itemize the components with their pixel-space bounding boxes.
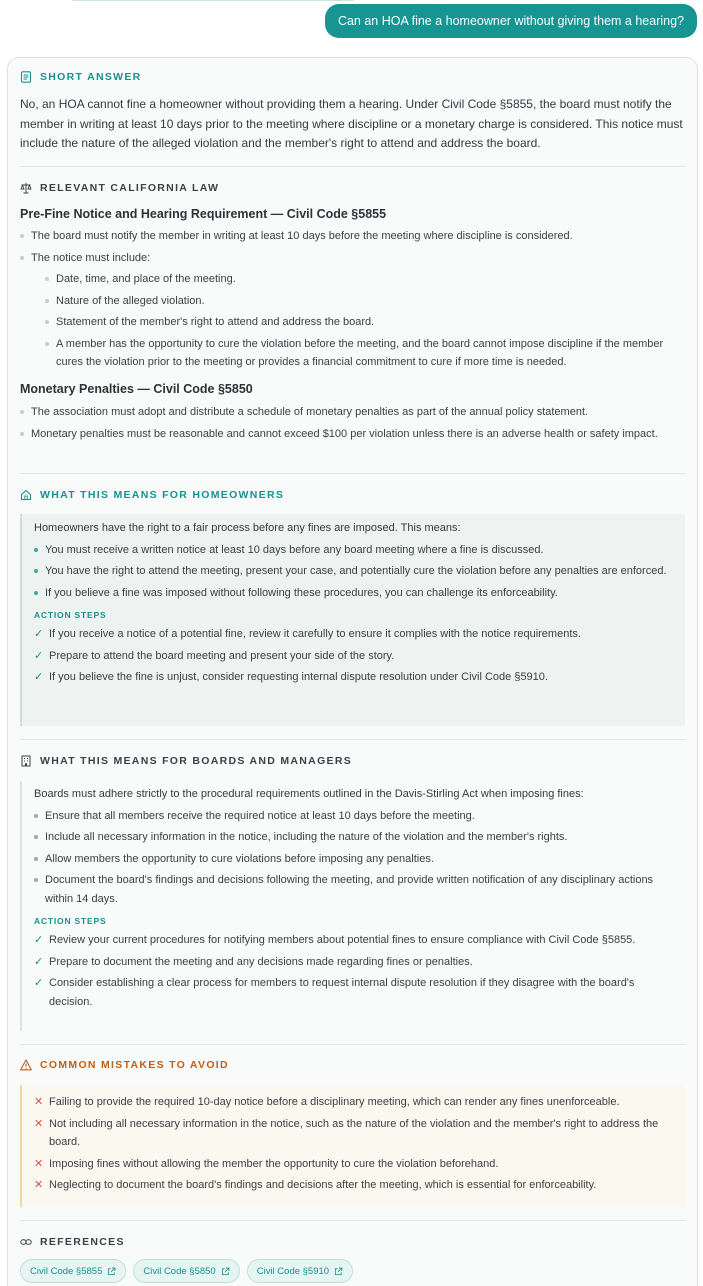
cross-icon: ✕ (34, 1179, 44, 1191)
list-item: Include all necessary information in the notice, including the nature of the violation and the member's rights. (34, 828, 673, 847)
action-text: Prepare to document the meeting and any decisions made regarding fines or penalties. (49, 955, 473, 968)
homeowners-heading (20, 489, 685, 501)
action-item (34, 668, 673, 687)
law-5855-nested-list (45, 270, 685, 372)
document-icon (20, 71, 32, 83)
warning-icon (20, 1059, 32, 1071)
scales-icon (20, 182, 32, 194)
external-link-icon (334, 1267, 343, 1276)
boards-action-heading: ACTION STEPS (34, 916, 107, 926)
law-subheading-5850: Monetary Penalties — Civil Code §5850 (20, 382, 253, 396)
references-chips (20, 1259, 685, 1283)
reference-chip-5855[interactable] (20, 1259, 126, 1283)
mistakes-list (34, 1085, 673, 1195)
references-heading-text: REFERENCES (40, 1236, 125, 1248)
check-icon: ✓ (34, 649, 44, 662)
homeowners-panel (20, 514, 685, 726)
chip-label: Civil Code §5850 (143, 1265, 216, 1277)
list-item: Nature of the alleged violation. (45, 292, 685, 311)
list-item: Ensure that all members receive the required notice at least 10 days before the meeting. (34, 807, 673, 826)
check-icon: ✓ (34, 628, 44, 640)
external-link-icon (221, 1267, 230, 1276)
action-text: Review your current procedures for notifying members about potential fines to ensure compliance with Civil Code §5855. (49, 934, 636, 946)
list-item: Allow members the opportunity to cure violations before imposing any penalties. (34, 850, 673, 869)
mistake-text: Not including all necessary information in the notice, such as the nature of the violation and the member's right to address the board. (49, 1117, 659, 1148)
boards-intro: Boards must adhere strictly to the procedural requirements outlined in the Davis-Stirling Act when imposing fines: (34, 788, 584, 800)
list-item: Date, time, and place of the meeting. (45, 270, 685, 289)
cross-icon: ✕ (34, 1096, 44, 1108)
section-divider (20, 1044, 685, 1045)
check-icon: ✓ (34, 955, 44, 968)
chip-label: Civil Code §5910 (256, 1265, 330, 1277)
boards-heading (20, 755, 685, 767)
action-text: If you receive a notice of a potential fine, review it carefully to ensure it complies with the notice requirements. (49, 628, 581, 640)
list-item: The notice must include: (20, 249, 685, 268)
reference-chip-5910[interactable] (247, 1259, 353, 1283)
home-icon (20, 489, 32, 501)
action-text: Prepare to attend the board meeting and present your side of the story. (49, 649, 395, 662)
law-subheading-5855: Pre-Fine Notice and Hearing Requirement — Civil Code §5855 (20, 207, 387, 221)
action-item (34, 625, 673, 644)
action-item (34, 647, 673, 666)
mistake-item (34, 1115, 673, 1152)
check-icon: ✓ (34, 977, 44, 989)
building-icon (20, 755, 32, 767)
mistake-text: Failing to provide the required 10-day notice before a disciplinary meeting, which can render any fines unenforceable. (49, 1096, 620, 1108)
section-divider (20, 166, 685, 167)
mistake-text: Imposing fines without allowing the member the opportunity to cure the violation beforehand. (49, 1157, 499, 1170)
cross-icon: ✕ (34, 1157, 44, 1170)
mistake-text: Neglecting to document the board's findings and decisions after the meeting, which is essential for enforceability. (49, 1179, 597, 1191)
list-item: If you believe a fine was imposed without following these procedures, you can challenge its enforceability. (34, 584, 673, 603)
section-divider (20, 473, 685, 474)
action-text: If you believe the fine is unjust, consider requesting internal dispute resolution under Civil Code §5910. (49, 671, 548, 683)
answer-card (7, 57, 698, 1286)
link-icon (20, 1236, 32, 1248)
mistakes-panel (20, 1085, 685, 1207)
cross-icon: ✕ (34, 1117, 44, 1130)
law-heading-text: RELEVANT CALIFORNIA LAW (40, 182, 220, 194)
action-item (34, 953, 673, 972)
list-item: You must receive a written notice at least 10 days before any board meeting where a fine is discussed. (34, 541, 673, 560)
homeowners-heading-text: WHAT THIS MEANS FOR HOMEOWNERS (40, 489, 285, 501)
homeowners-list (34, 541, 673, 603)
mistake-item (34, 1155, 673, 1174)
mistakes-heading (20, 1059, 685, 1071)
reference-chip-5850[interactable] (133, 1259, 239, 1283)
action-text: Consider establishing a clear process for members to request internal dispute resolution if they disagree with the board's decision. (49, 977, 635, 1008)
list-item: Monetary penalties must be reasonable and cannot exceed $100 per violation unless there is an adverse health or safety impact. (20, 425, 685, 444)
list-item: You have the right to attend the meeting, present your case, and potentially cure the violation before any penalties are enforced. (34, 562, 673, 581)
mistakes-heading-text: COMMON MISTAKES TO AVOID (40, 1059, 229, 1071)
boards-action-list (34, 931, 673, 1011)
mistake-item (34, 1093, 673, 1112)
section-divider (20, 1220, 685, 1221)
list-item: The board must notify the member in writing at least 10 days before the meeting where discipline is considered. (20, 227, 685, 246)
law-5855-list (20, 227, 685, 267)
homeowners-action-heading: ACTION STEPS (34, 610, 107, 620)
external-link-icon (107, 1267, 116, 1276)
homeowners-intro: Homeowners have the right to a fair process before any fines are imposed. This means: (34, 522, 461, 534)
mistake-item (34, 1176, 673, 1195)
top-divider-line (72, 0, 354, 1)
action-item (34, 974, 673, 1011)
user-message-bubble: Can an HOA fine a homeowner without giving them a hearing? (325, 4, 697, 38)
action-item (34, 931, 673, 950)
section-divider (20, 739, 685, 740)
list-item: The association must adopt and distribute a schedule of monetary penalties as part of the annual policy statement. (20, 403, 685, 422)
list-item: Statement of the member's right to attend and address the board. (45, 313, 685, 332)
short-answer-heading-text: SHORT ANSWER (40, 71, 142, 83)
boards-list (34, 807, 673, 909)
law-heading (20, 182, 685, 194)
references-heading (20, 1236, 685, 1248)
short-answer-text: No, an HOA cannot fine a homeowner without providing them a hearing. Under Civil Code §5855, the board must notify the member in writing at least 10 days prior to the meeting where discipline or a monetary charge is considered. This notice must include the nature of the alleged violation and the member's right to attend and address the board. (20, 97, 683, 150)
law-5850-list (20, 403, 685, 443)
boards-heading-text: WHAT THIS MEANS FOR BOARDS AND MANAGERS (40, 755, 353, 767)
list-item: A member has the opportunity to cure the violation before the meeting, and the board cannot impose discipline if the member cures the violation prior to the meeting or provides a financial commitment to cure if more time is needed. (45, 335, 685, 372)
short-answer-heading (20, 71, 685, 83)
check-icon: ✓ (34, 671, 44, 683)
list-item: Document the board's findings and decisions following the meeting, and provide written notification of any disciplinary actions within 14 days. (34, 871, 673, 908)
chip-label: Civil Code §5855 (30, 1265, 103, 1277)
check-icon: ✓ (34, 934, 44, 946)
homeowners-action-list (34, 625, 673, 687)
boards-panel (20, 781, 685, 1031)
